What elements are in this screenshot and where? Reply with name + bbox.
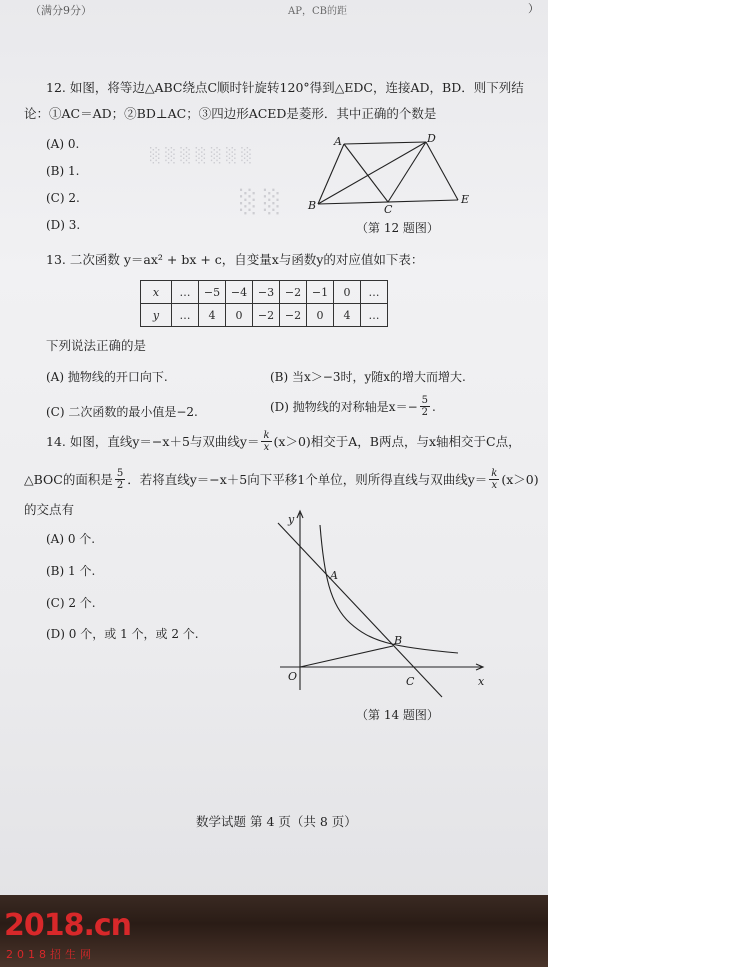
segment-dc <box>388 142 426 202</box>
q14-stem-line1 <box>46 430 521 453</box>
q12-label-c: C <box>384 203 393 214</box>
fraction-numerator: 5 <box>421 395 428 406</box>
fraction-denominator: x <box>491 480 498 491</box>
header-fragment-corner: ） <box>528 2 539 15</box>
q14-option-b: (B) 1 个. <box>46 564 96 578</box>
table-cell: … <box>172 281 199 304</box>
segment-ba <box>318 144 344 204</box>
q12-figure <box>306 132 476 214</box>
fraction-numerator: k <box>263 430 270 441</box>
q13-y-row <box>141 304 388 327</box>
table-cell: −3 <box>253 281 280 304</box>
table-cell: 0 <box>307 304 334 327</box>
table-cell: −1 <box>307 281 334 304</box>
fraction <box>115 468 125 491</box>
q14-stem-line2 <box>24 468 539 491</box>
segment-bd <box>318 142 426 204</box>
segment-ac <box>344 144 388 202</box>
show-through-text: ░ ░ <box>240 190 281 215</box>
fraction-numerator: k <box>491 468 498 479</box>
q13-option-a: (A) 抛物线的开口向下. <box>46 370 168 384</box>
watermark-main: 2018.cn <box>4 908 132 943</box>
q14-text: ．若将直线y＝−x＋5向下平移1个单位，则所得直线与双曲线y＝ <box>127 471 488 487</box>
fraction <box>420 395 430 418</box>
table-cell: 4 <box>334 304 361 327</box>
page-footer: 数学试题 第 4 页（共 8 页） <box>196 814 357 829</box>
table-cell: 0 <box>226 304 253 327</box>
q12-option-c: (C) 2. <box>46 191 80 205</box>
q12-caption: （第 12 题图） <box>356 221 439 235</box>
q14-label-o: O <box>288 670 298 683</box>
q13-option-d-text: (D) 抛物线的对称轴是x＝− <box>270 400 418 414</box>
q13-option-c: (C) 二次函数的最小值是−2. <box>46 405 198 419</box>
table-cell: x <box>141 281 172 304</box>
blank-margin <box>548 0 729 967</box>
header-fragment-left: （满分9分） <box>30 4 92 17</box>
q13-option-d <box>270 395 436 418</box>
q14-label-b: B <box>394 634 403 647</box>
q12-option-d: (D) 3. <box>46 218 81 232</box>
table-cell: −4 <box>226 281 253 304</box>
q14-text: (x＞0) <box>501 471 539 487</box>
table-cell: 4 <box>199 304 226 327</box>
q14-figure <box>270 505 500 705</box>
q12-stem-line1: 12. 如图，将等边△ABC绕点C顺时针旋转120°得到△EDC，连接AD，BD．则下列结 <box>46 80 524 95</box>
q14-label-a: A <box>330 569 338 582</box>
q13-x-row <box>141 281 388 304</box>
segment-ob <box>300 646 393 667</box>
table-cell: −5 <box>199 281 226 304</box>
q14-label-c: C <box>406 675 415 688</box>
table-cell: y <box>141 304 172 327</box>
q14-option-c: (C) 2 个. <box>46 596 96 610</box>
q14-caption: （第 14 题图） <box>356 708 439 722</box>
q14-option-d: (D) 0 个，或 1 个，或 2 个. <box>46 627 199 641</box>
line-y-neg-x-plus-5 <box>278 523 442 697</box>
fraction-denominator: x <box>263 442 270 453</box>
q12-label-e: E <box>461 193 470 206</box>
table-cell: −2 <box>280 304 307 327</box>
watermark-logo <box>4 908 154 966</box>
q13-stem: 13. 二次函数 y＝ax² + bx + c，自变量x与函数y的对应值如下表： <box>46 252 424 267</box>
q12-option-a: (A) 0. <box>46 137 80 151</box>
q14-label-x: x <box>478 675 485 688</box>
q13-option-b: (B) 当x＞−3时，y随x的增大而增大. <box>270 370 466 384</box>
q14-stem-line3: 的交点有 <box>24 502 75 517</box>
header-fragment-mid: AP，CB的距 <box>288 6 347 17</box>
table-cell: … <box>361 304 388 327</box>
show-through-text: ░ ░ ░ ░ ░ ░ ░ <box>150 148 253 164</box>
table-cell: 0 <box>334 281 361 304</box>
segment-ad <box>344 142 426 144</box>
q14-text: (x＞0)相交于A，B两点，与x轴相交于C点， <box>273 433 521 449</box>
fraction-numerator: 5 <box>116 468 124 479</box>
q12-label-d: D <box>427 132 436 145</box>
q12-label-b: B <box>308 199 317 212</box>
watermark-sub: 2018招生网 <box>6 948 95 961</box>
table-cell: … <box>361 281 388 304</box>
q12-stem-line2: 论：①AC＝AD；②BD⊥AC；③四边形ACED是菱形．其中正确的个数是 <box>24 106 437 121</box>
segment-de <box>426 142 458 200</box>
fraction-denominator: 2 <box>421 407 428 418</box>
q13-prompt: 下列说法正确的是 <box>46 338 147 353</box>
q13-value-table <box>140 280 388 327</box>
fraction-denominator: 2 <box>116 480 124 491</box>
table-cell: −2 <box>280 281 307 304</box>
q14-text: △BOC的面积是 <box>24 471 113 487</box>
table-cell: … <box>172 304 199 327</box>
q14-text: 14. 如图，直线y＝−x＋5与双曲线y＝ <box>46 433 260 449</box>
q13-option-d-suffix: . <box>432 399 436 414</box>
q12-label-a: A <box>334 135 342 148</box>
fraction <box>261 430 271 453</box>
q14-label-y: y <box>288 513 295 526</box>
q12-option-b: (B) 1. <box>46 164 80 178</box>
fraction <box>489 468 499 491</box>
table-cell: −2 <box>253 304 280 327</box>
q14-option-a: (A) 0 个. <box>46 532 96 546</box>
